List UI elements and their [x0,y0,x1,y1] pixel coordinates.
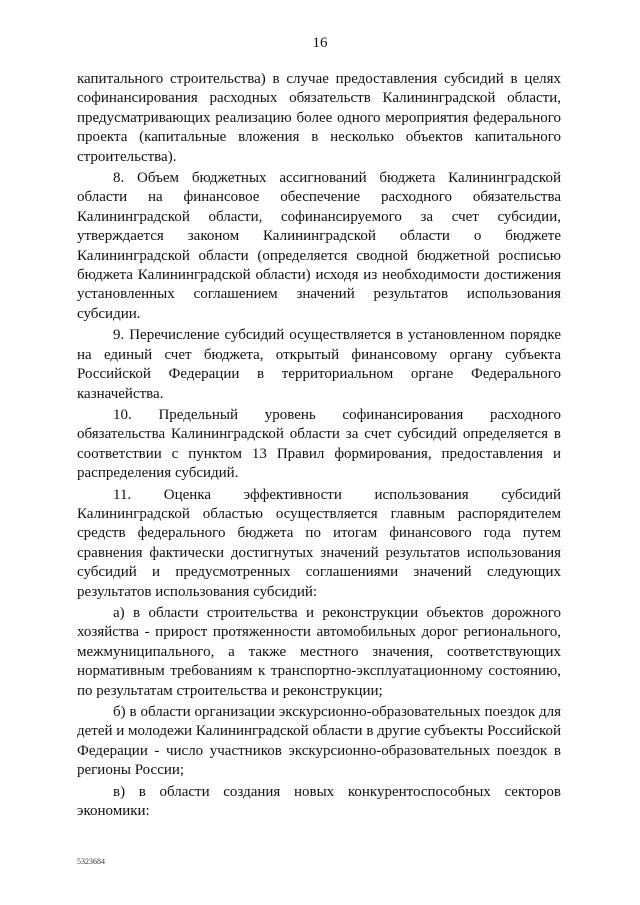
document-body [77,70,561,823]
subparagraph-a: а) в области строительства и реконструкции объектов дорожного хозяйства - прирост протяженности автомобильных дорог регионального, межмуниципального, а также местного значения, соответствующих нормативным требованиям к транспортно-эксплуатационному состоянию, по результатам строительства и реконструкции; [77,604,561,699]
paragraph-item-10: 10. Предельный уровень софинансирования расходного обязательства Калининградской области за счет субсидий определяется в соответствии с пунктом 13 Правил формирования, предоставления и распределения субсидий. [77,406,561,482]
page-number: 16 [312,35,328,51]
paragraph-continuation: капитального строительства) в случае предоставления субсидий в целях софинансирования расходных обязательств Калининградской области, предусматривающих реализацию более одного мероприятия федерального проекта (капитальные вложения в несколько объектов капитального строительства). [77,71,561,165]
document-code: 5323684 [77,857,105,866]
paragraph-item-11: 11. Оценка эффективности использования субсидий Калининградской областью осуществляется главным распорядителем средств федерального бюджета по итогам финансового года путем сравнения фактически достигнутых значений результатов использования субсидий и предусмотренных соглашениями значений следующих результатов использования субсидий: [77,486,561,600]
subparagraph-b: б) в области организации экскурсионно-образовательных поездок для детей и молодежи Калининградской области в другие субъекты Российской Федерации - число участников экскурсионно-образовательных поездок в регионы России; [77,704,562,779]
paragraph-item-8: 8. Объем бюджетных ассигнований бюджета Калининградской области на финансовое обеспечение расходного обязательства Калининградской области, софинансируемого за счет субсидии, утверждается законом Калининградской области о бюджете Калининградской области (определяется сводной бюджетной росписью бюджета Калининградской области) исходя из необходимости достижения установленных соглашением значений результатов использования субсидии. [77,170,561,322]
paragraph-item-9: 9. Перечисление субсидий осуществляется в установленном порядке на единый счет бюджета, открытый финансовому органу субъекта Российской Федерации в территориальном органе Федерального казначейства. [77,327,561,402]
subparagraph-v: в) в области создания новых конкурентоспособных секторов экономики: [77,783,561,820]
